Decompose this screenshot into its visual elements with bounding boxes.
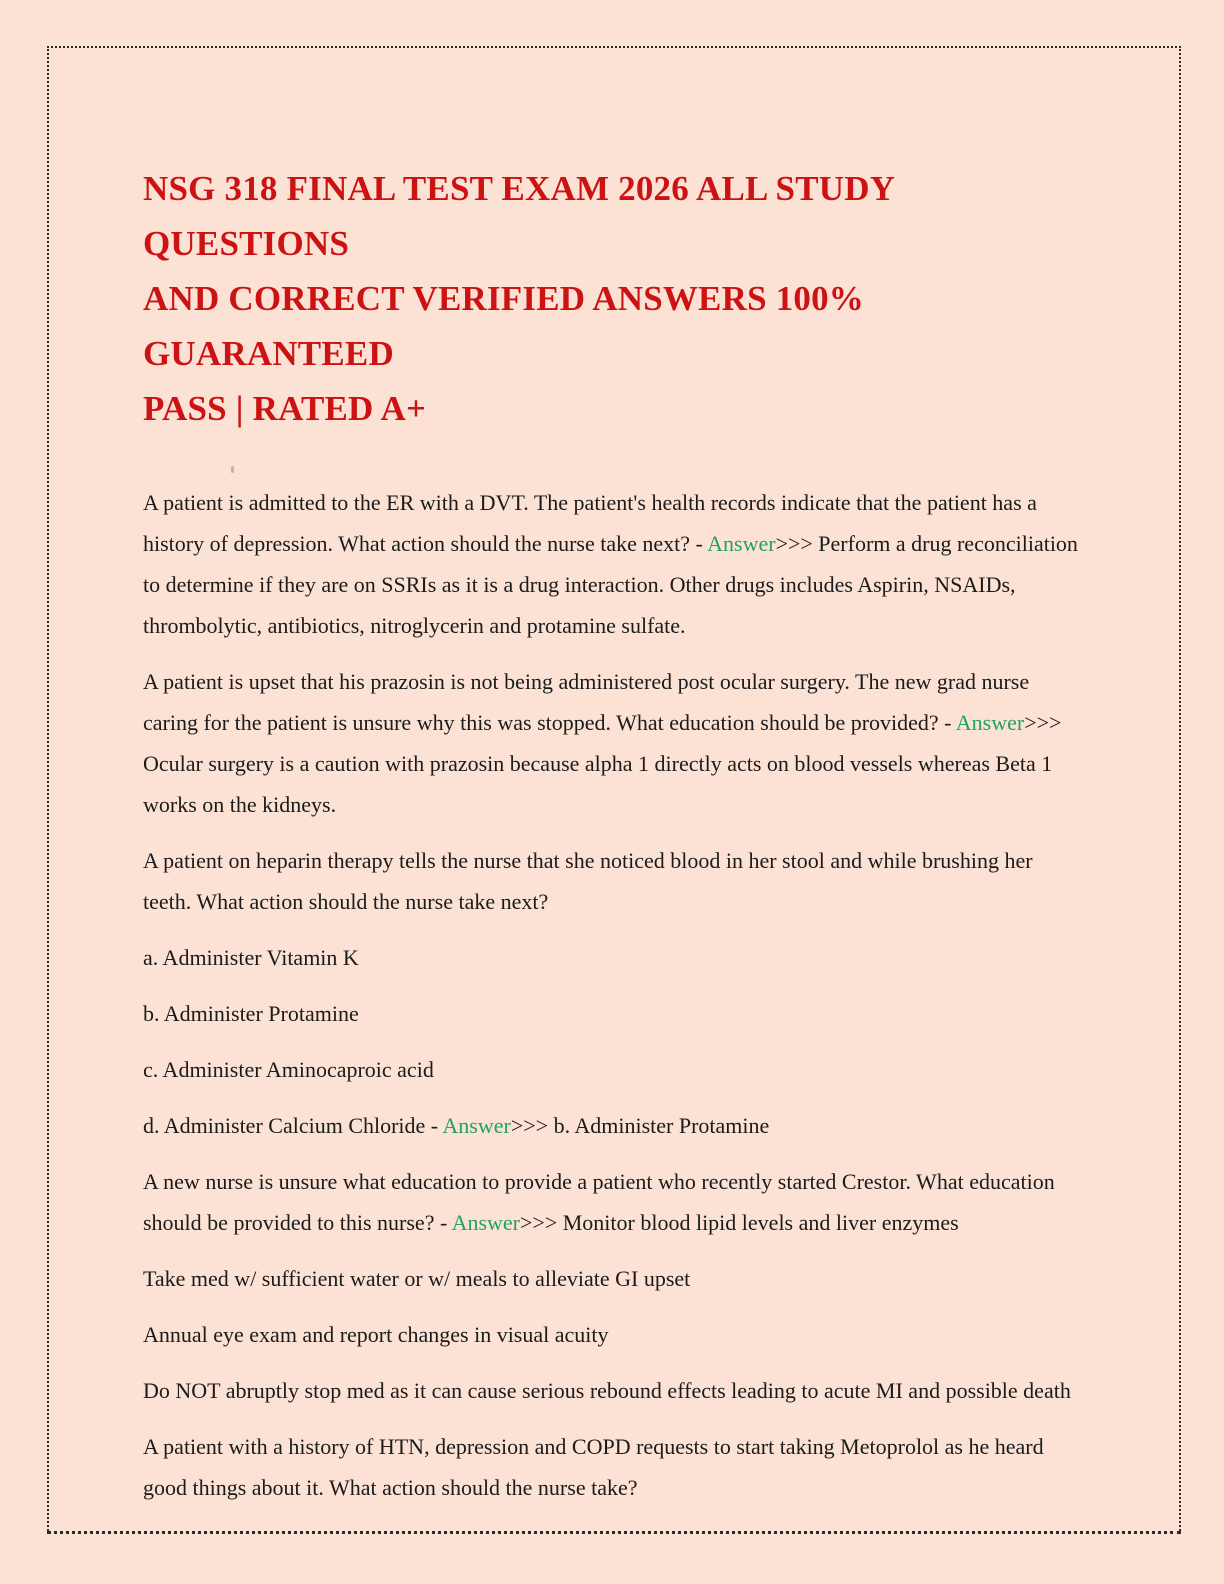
question-text: A patient with a history of HTN, depression and COPD requests to start taking Metoprolol as he heard good things about it. What action should the nurse take? <box>143 1433 1044 1500</box>
answer-text: >>> Monitor blood lipid levels and liver enzymes <box>520 1209 959 1235</box>
stray-mark-row <box>143 460 1083 482</box>
answer-detail-text: Annual eye exam and report changes in visual acuity <box>143 1321 609 1347</box>
answer-label: Answer <box>955 709 1025 735</box>
document-title-line-3: PASS | RATED A+ <box>143 389 427 429</box>
stray-mark <box>231 466 234 473</box>
option-d-with-answer <box>143 1105 1083 1146</box>
option-text: d. Administer Calcium Chloride - <box>143 1112 443 1138</box>
answer-label: Answer <box>442 1112 511 1138</box>
document-title-line-1: NSG 318 FINAL TEST EXAM 2026 ALL STUDY QUESTIONS <box>143 169 894 264</box>
option-text: b. Administer Protamine <box>143 1000 359 1026</box>
question-paragraph-3 <box>143 840 1083 922</box>
question-paragraph-5 <box>143 1426 1083 1508</box>
answer-text: >>> Ocular surgery is a caution with prazosin because alpha 1 directly acts on blood vessels whereas Beta 1 works on the kidneys. <box>143 709 1062 817</box>
answer-detail-text: Do NOT abruptly stop med as it can cause serious rebound effects leading to acute MI and possible death <box>143 1377 1071 1403</box>
option-b <box>143 993 1083 1034</box>
question-text: A patient is admitted to the ER with a DVT. The patient's health records indicate that the patient has a history of depression. What action should the nurse take next? - <box>143 489 1037 556</box>
answer-detail-3 <box>143 1370 1083 1411</box>
option-c <box>143 1049 1083 1090</box>
answer-text: >>> Perform a drug reconciliation to determine if they are on SSRIs as it is a drug interaction. Other drugs includes Aspirin, NSAIDs, thrombolytic, antibiotics, nitroglycerin and protamine sulfate. <box>143 530 1078 638</box>
option-text: a. Administer Vitamin K <box>143 944 359 970</box>
document-title-line-2: AND CORRECT VERIFIED ANSWERS 100% GUARANTEED <box>143 279 864 374</box>
question-paragraph-2 <box>143 661 1083 825</box>
question-paragraph-1 <box>143 482 1083 646</box>
answer-label: Answer <box>707 530 776 556</box>
question-paragraph-4 <box>143 1161 1083 1243</box>
answer-label: Answer <box>451 1209 521 1235</box>
answer-detail-text: Take med w/ sufficient water or w/ meals to alleviate GI upset <box>143 1265 691 1291</box>
option-a <box>143 937 1083 978</box>
question-text: A patient is upset that his prazosin is not being administered post ocular surgery. The new grad nurse caring for the patient is unsure why this was stopped. What education should be provided? - <box>143 668 1030 735</box>
document-content <box>143 138 1083 1523</box>
question-text: A new nurse is unsure what education to provide a patient who recently started Crestor. What education should be provided to this nurse? - <box>143 1168 1055 1235</box>
answer-text: >>> b. Administer Protamine <box>510 1112 770 1138</box>
question-text: A patient on heparin therapy tells the nurse that she noticed blood in her stool and while brushing her teeth. What action should the nurse take next? <box>143 847 1033 914</box>
answer-detail-1 <box>143 1258 1083 1299</box>
answer-detail-2 <box>143 1314 1083 1355</box>
document-title <box>143 161 1083 436</box>
option-text: c. Administer Aminocaproic acid <box>143 1056 434 1082</box>
